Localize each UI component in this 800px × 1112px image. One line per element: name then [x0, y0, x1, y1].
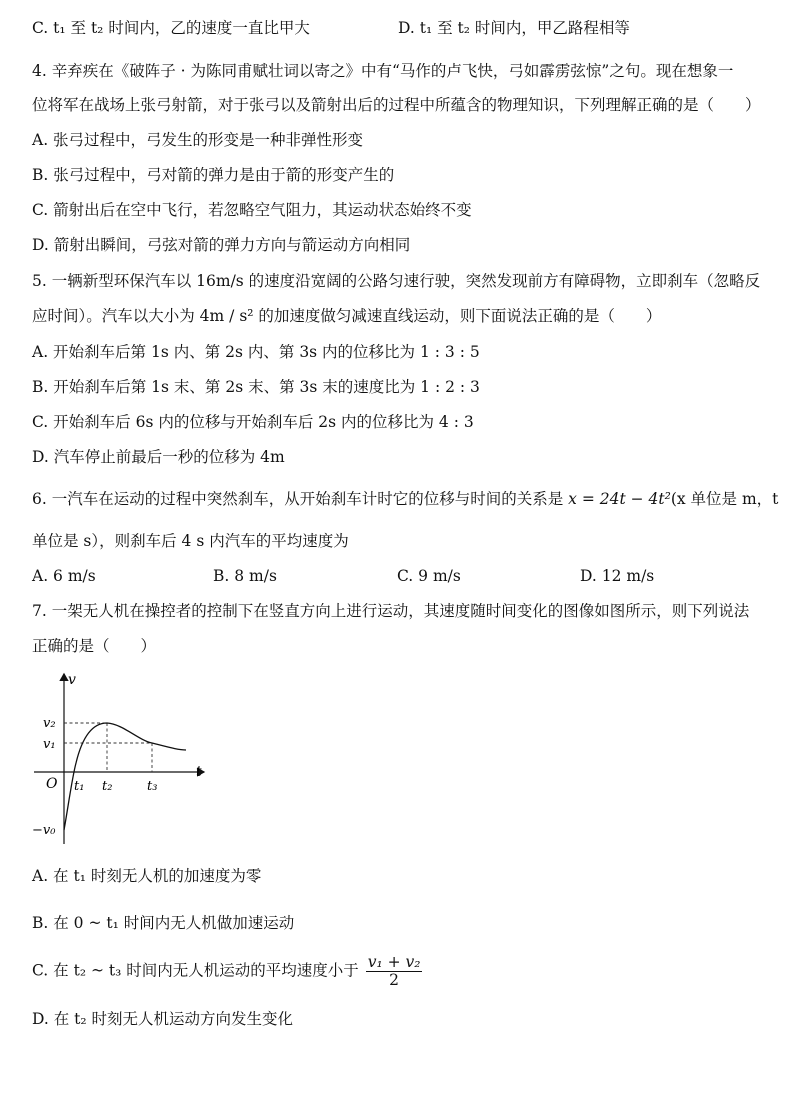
q3-option-d: D. t₁ 至 t₂ 时间内，甲乙路程相等 [398, 19, 630, 37]
q7-option-b: B. 在 0 ~ t₁ 时间内无人机做加速运动 [32, 914, 295, 932]
t3-label: t₃ [147, 779, 158, 794]
q6-option-d: D. 12 m/s [580, 567, 655, 585]
q6-option-b: B. 8 m/s [213, 567, 277, 585]
q6-formula: x = 24t − 4t² [568, 490, 671, 508]
neg-v0-label: −v₀ [32, 823, 56, 838]
q7-option-a: A. 在 t₁ 时刻无人机的加速度为零 [32, 867, 262, 885]
q3-option-c: C. t₁ 至 t₂ 时间内，乙的速度一直比甲大 [32, 19, 310, 37]
q7-option-c [32, 954, 422, 989]
fraction-denominator: 2 [389, 971, 400, 989]
q5-option-c: C. 开始刹车后 6s 内的位移与开始刹车后 2s 内的位移比为 4 : 3 [32, 413, 474, 431]
origin-label: O [46, 776, 58, 792]
v-axis-label: v [68, 672, 76, 688]
q4-option-a: A. 张弓过程中，弓发生的形变是一种非弹性形变 [32, 131, 364, 149]
q7-stem-line1: 7. 一架无人机在操控者的控制下在竖直方向上进行运动，其速度随时间变化的图像如图所示，则下列说法 [32, 602, 750, 620]
q7-option-d: D. 在 t₂ 时刻无人机运动方向发生变化 [32, 1010, 294, 1028]
q5-stem-line1: 5. 一辆新型环保汽车以 16m/s 的速度沿宽阔的公路匀速行驶，突然发现前方有障碍物，立即刹车（忽略反 [32, 272, 761, 290]
q4-stem-line2: 位将军在战场上张弓射箭，对于张弓以及箭射出后的过程中所蕴含的物理知识，下列理解正确的是（ ） [32, 96, 761, 114]
t2-label: t₂ [102, 779, 113, 794]
velocity-time-graph [28, 668, 218, 848]
q6-stem-line2: 单位是 s），则刹车后 4 s 内汽车的平均速度为 [32, 532, 349, 550]
q6-stem-text: 6. 一汽车在运动的过程中突然刹车，从开始刹车计时它的位移与时间的关系是 [32, 490, 569, 508]
fraction-numerator: v₁ + v₂ [367, 953, 421, 971]
q5-option-b: B. 开始刹车后第 1s 末、第 2s 末、第 3s 末的速度比为 1 : 2 : 3 [32, 378, 480, 396]
q6-option-c: C. 9 m/s [397, 567, 461, 585]
q4-option-b: B. 张弓过程中，弓对箭的弹力是由于箭的形变产生的 [32, 166, 395, 184]
q4-stem-line1: 4. 辛弃疾在《破阵子 · 为陈同甫赋壮词以寄之》中有“马作的卢飞快，弓如霹雳弦惊”之句。现在想象一 [32, 62, 734, 80]
q6-stem-line1 [32, 488, 778, 510]
q5-stem-line2: 应时间）。汽车以大小为 4m / s² 的加速度做匀减速直线运动，则下面说法正确的是（ ） [32, 307, 662, 325]
q4-option-c: C. 箭射出后在空中飞行，若忽略空气阻力，其运动状态始终不变 [32, 201, 472, 219]
t-axis-label: t [196, 764, 202, 780]
q4-option-d: D. 箭射出瞬间，弓弦对箭的弹力方向与箭运动方向相同 [32, 236, 411, 254]
q6-option-a: A. 6 m/s [32, 567, 96, 585]
t1-label: t₁ [74, 779, 85, 794]
q5-option-d: D. 汽车停止前最后一秒的位移为 4m [32, 448, 285, 466]
q6-stem-units: (x 单位是 m，t [670, 490, 779, 508]
q7-option-c-text: C. 在 t₂ ~ t₃ 时间内无人机运动的平均速度小于 [32, 961, 359, 980]
q7-stem-line2: 正确的是（ ） [32, 637, 157, 655]
v2-label: v₂ [43, 716, 56, 731]
q5-option-a: A. 开始刹车后第 1s 内、第 2s 内、第 3s 内的位移比为 1 : 3 : 5 [32, 343, 480, 361]
v1-label: v₁ [43, 737, 56, 752]
velocity-curve [64, 723, 186, 830]
q7-option-c-fraction [366, 954, 423, 989]
